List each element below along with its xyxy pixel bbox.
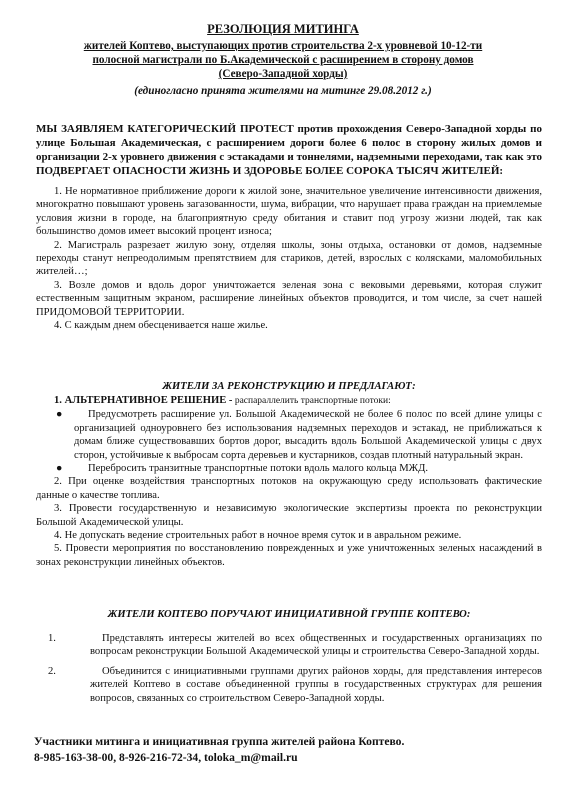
footer-contacts: 8-985-163-38-00, 8-926-216-72-34, toloka_m@mail.ru [34,751,298,764]
proposal-item: 5. Провести мероприятия по восстановлению поврежденных и уже уничтоженных зеленых насаждений в зонах реконструкции линейных объектов. [36,543,542,568]
proposals-list [36,394,542,569]
footer-signature: Участники митинга и инициативная группа жителей района Коптево. [34,735,405,748]
subtitle-line-3: (Северо-Западной хорды) [218,68,348,80]
document-title: РЕЗОЛЮЦИЯ МИТИНГА [207,22,359,36]
adoption-note: (единогласно принята жителями на митинге 29.08.2012 г.) [134,85,432,97]
alternative-solution-title: 1. АЛЬТЕРНАТИВНОЕ РЕШЕНИЕ - [54,395,233,406]
proposal-item: 4. Не допускать ведение строительных работ в ночное время суток и в авральном режиме. [54,530,462,542]
mandate-item [36,665,542,705]
reason-item: 3. Возле домов и вдоль дорог уничтожается зеленая зона с вековыми деревьями, которая служит естественным защитным экраном, расширение линейных объектов проводится, и том числе, за счет нашей ПРИДОМОВОЙ ТЕРРИТОРИИ. [36,279,542,318]
reasons-list [36,185,542,332]
mandate-item-text: Представлять интересы жителей во всех общественных и государственных организациях по вопросам реконструкции Большой Академической улицы и строительства Северо-Западной хорды. [90,633,542,658]
bullet-icon: ● [56,463,63,475]
proposal-item: 3. Провести государственную и независимую экологические экспертизы проекта по реконструкции Большой Академической улицы. [36,503,542,528]
subtitle-line-1: жителей Коптево, выступающих против строительства 2-х уровневой 10-12-ти [83,40,483,52]
mandate-item-number: 2. [48,665,56,677]
reason-item: 4. С каждым днем обесценивается наше жилье. [54,320,268,332]
reason-item: 1. Не нормативное приближение дороги к жилой зоне, значительное увеличение интенсивности движения, многократно повышают уровень загазованности, шума, вибрации, что нарушает права граждан на приемлемые условия жизни в городе, на благоприятную среду обитания и ставит под угрозу жизни людей, так как большинство домов имеет высокий процент износа; [36,186,542,238]
proposal-bullet: ● Предусмотреть расширение ул. Большой Академической не более 6 полос по всей длине улицы с организацией одноуровнего без использования надземных переходов и эстакад, не приближаться к домам ближе существовавших бортов дорог, высадить вдоль Большой Академической улицы с двух сторон, устойчивые к выбросам сорта деревьев и кустарников, создав плотный натуральный экран. [56,409,542,461]
mandate-item-text: Объединится с инициативными группами других районов хорды, для представления интересов жителей Коптево в составе объединенной группы в государственных структурах для решения вопросов, связанных со строительством Северо-Западной хорды. [90,665,542,704]
proposal-bullet: ● Перебросить транзитные транспортные потоки вдоль малого кольца МЖД. [56,463,429,475]
protest-statement: МЫ ЗАЯВЛЯЕМ КАТЕГОРИЧЕСКИЙ ПРОТЕСТ против прохождения Северо-Западной хорды по улице Большая Академическая, с расширением дороги более 6 полос в сторону жилых домов и организации 2-х уровнего движения с эстакадами и тоннелями, надземными переходами, так как это ПОДВЕРГАЕТ ОПАСНОСТИ ЖИЗНЬ И ЗДОРОВЬЕ БОЛЕЕ СОРОКА ТЫСЯЧ ЖИТЕЛЕЙ: [36,123,542,177]
bullet-icon: ● [56,409,63,421]
subtitle-line-2: полосной магистрали по Б.Академической с расширением в сторону домов [92,54,474,66]
mandate-item [36,632,542,659]
alternative-solution [36,394,542,408]
reason-item: 2. Магистраль разрезает жилую зону, отделяя школы, зоны отдыха, остановки от домов, надземные переходы станут непреодолимым препятствием для стариков, детей, взрослых с колясками, маломобильных жителей…; [36,239,542,278]
proposals-heading: ЖИТЕЛИ ЗА РЕКОНСТРУКЦИЮ И ПРЕДЛАГАЮТ: [162,381,416,392]
proposal-item: 2. При оценке воздействия транспортных потоков на окружающую среду использовать фактические данные о качестве топлива. [36,476,542,501]
mandate-heading: ЖИТЕЛИ КОПТЕВО ПОРУЧАЮТ ИНИЦИАТИВНОЙ ГРУППЕ КОПТЕВО: [107,609,471,620]
mandate-list [36,632,542,705]
alternative-solution-text: распараллелить транспортные потоки: [232,396,391,406]
mandate-item-number: 1. [48,633,56,644]
